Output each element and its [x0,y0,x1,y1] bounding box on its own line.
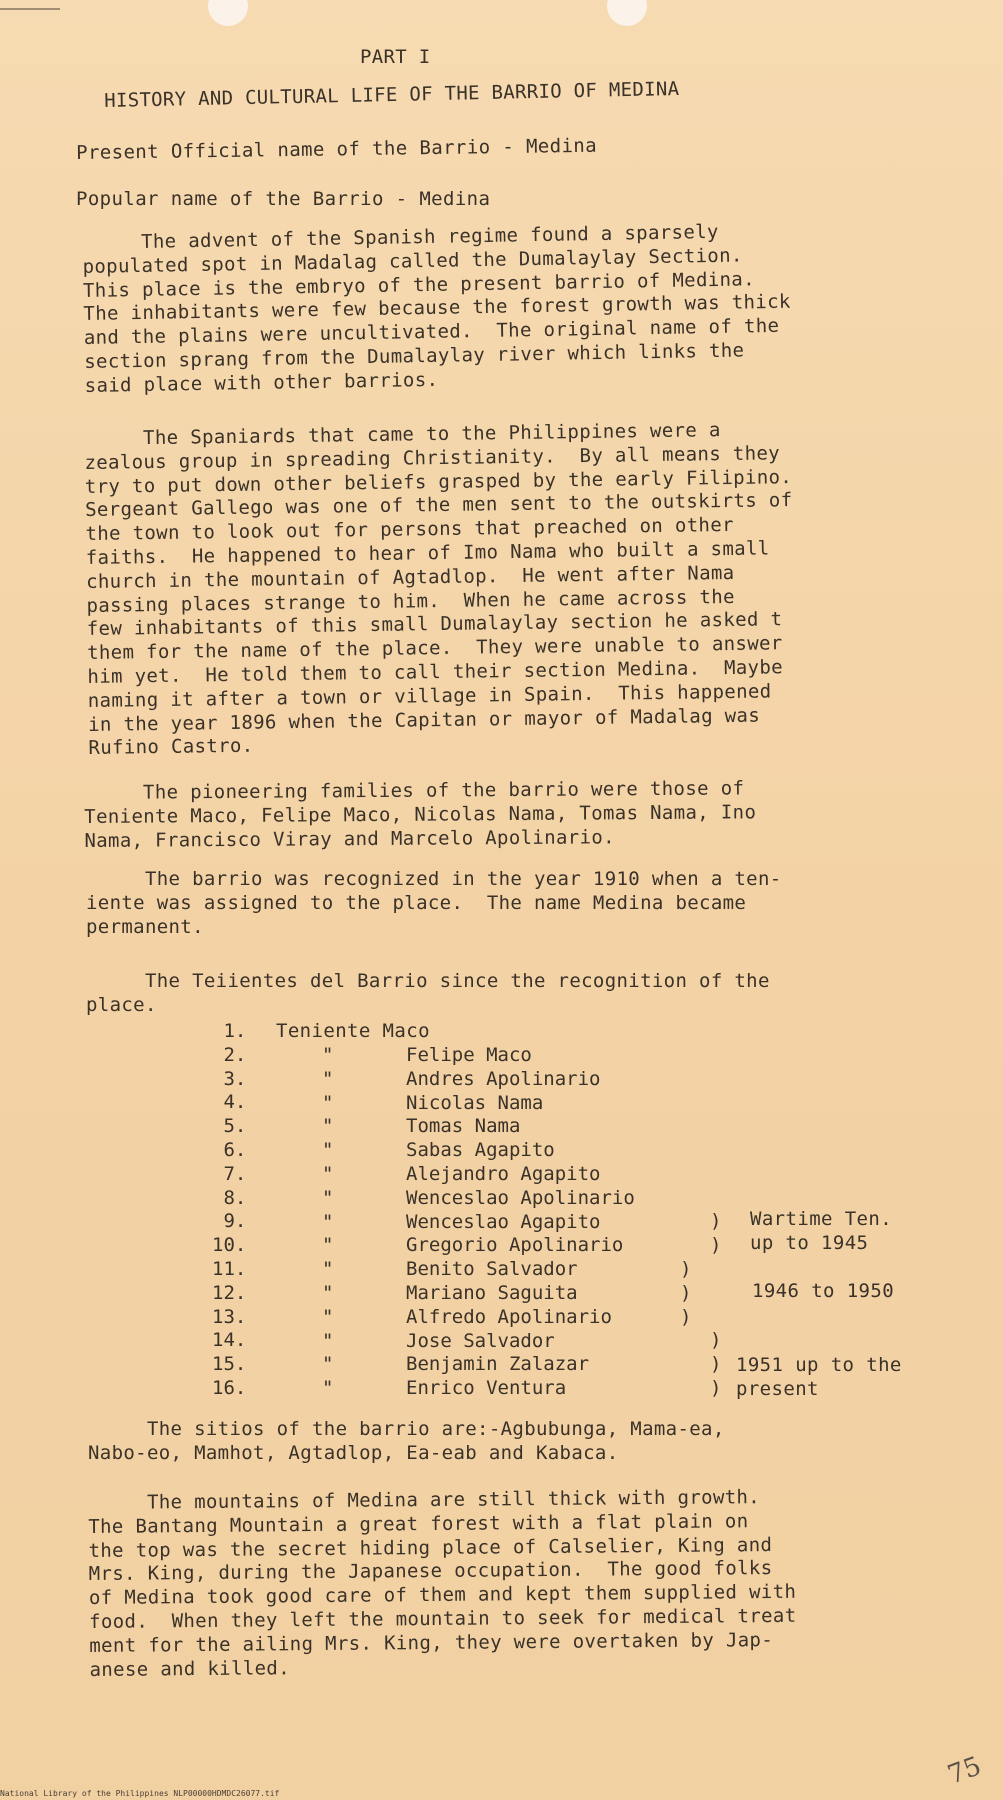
paragraph-mountains: The mountains of Medina are still thick with growth. The Bantang Mountain a great forest with a flat plain on the top was the secret hiding place of Calselier, King and Mrs. King, during the Japanese occupation. The good folks of Medina took good care of them and kept them supplied with food. When they left the mountain to seek for medical treat ment for the ailing Mrs. King, they were overtaken by Jap- anese and killed. [88,1486,797,1681]
paragraph-sitios: The sitios of the barrio are:-Agbubunga, Mama-ea, Nabo-eo, Mamhot, Agtadlop, Ea-eab and Kabaca. [88,1418,725,1464]
period-1951-present: 1951 up to the [736,1354,902,1376]
part-heading: PART I [360,46,431,68]
teniente-first: Teniente Maco [276,1020,430,1042]
punch-hole-left [208,0,248,26]
tenientes-ditto-marks: " " " " " " " " " " " " " " " [322,1044,334,1400]
edge-mark [0,8,60,10]
paragraph-spanish-regime: The advent of the Spanish regime found a sparsely populated spot in Madalag called the Dumalaylay Section. This place is the embryo of the present barrio of Medina. The inhabitants were few because the forest growth was thick and the plains were uncultivated. The original name of the section sprang from the Dumalaylay river which links the said place with other barrios. [82,220,791,397]
punch-hole-right [607,0,647,26]
tenientes-brackets-b: ) ) ) [680,1258,692,1328]
period-present: present [736,1378,819,1400]
tenientes-numbers: 1. 2. 3. 4. 5. 6. 7. 8. 9. 10. 11. 12. 13. 14. 15. 16. [212,1020,247,1399]
wartime-range: up to 1945 [750,1232,869,1254]
period-1946-1950: 1946 to 1950 [752,1280,895,1302]
paragraph-tenientes-intro: The Teiientes del Barrio since the recognition of the place. [86,970,770,1016]
paragraph-pioneering-families: The pioneering families of the barrio were those of Teniente Maco, Felipe Maco, Nicolas Nama, Tomas Nama, Ino Nama, Francisco Viray and Marcelo Apolinario. [84,777,757,852]
paragraph-spaniards: The Spaniards that came to the Philippines were a zealous group in spreading Christianity. By all means they try to put down other beliefs grasped by the early Filipino. Sergeant Gallego was one of the men sent to the outskirts of the town to look out for persons that preached on other faiths. He happened to hear of Imo Nama who built a small church in the mountain of Agtadlop. He went after Nama passing places strange to him. When he came across the few inhabitants of this small Dumalaylay section he asked t them for the name of the place. They were unable to answer him yet. He told them to call their section Medina. Maybe naming it after a town or village in Spain. This happened in the year 1896 when the Capitan or mayor of Madalag was Rufino Castro. [84,419,793,760]
archive-footer: National Library of the Philippines NLP00000HDMDC26077.tif [0,1789,280,1798]
paragraph-recognition: The barrio was recognized in the year 1910 when a ten- iente was assigned to the place. The name Medina became permanent. [86,868,782,938]
official-name-line: Present Official name of the Barrio - Medina [76,134,598,164]
document-title: HISTORY AND CULTURAL LIFE OF THE BARRIO OF MEDINA [104,77,680,112]
tenientes-names: Felipe Maco Andres Apolinario Nicolas Nama Tomas Nama Sabas Agapito Alejandro Agapito Wenceslao Apolinario Wenceslao Agapito Gregorio Apolinario Benito Salvador Mariano Saguita Alfredo Apolinario Jose Salvador Benjamin Zalazar Enrico Ventura [406,1044,635,1400]
page-mark: 75 [943,1751,986,1791]
tenientes-brackets-a: ) ) ) ) ) [710,1210,722,1399]
wartime-label: Wartime Ten. [750,1208,893,1230]
popular-name-line: Popular name of the Barrio - Medina [76,188,491,210]
